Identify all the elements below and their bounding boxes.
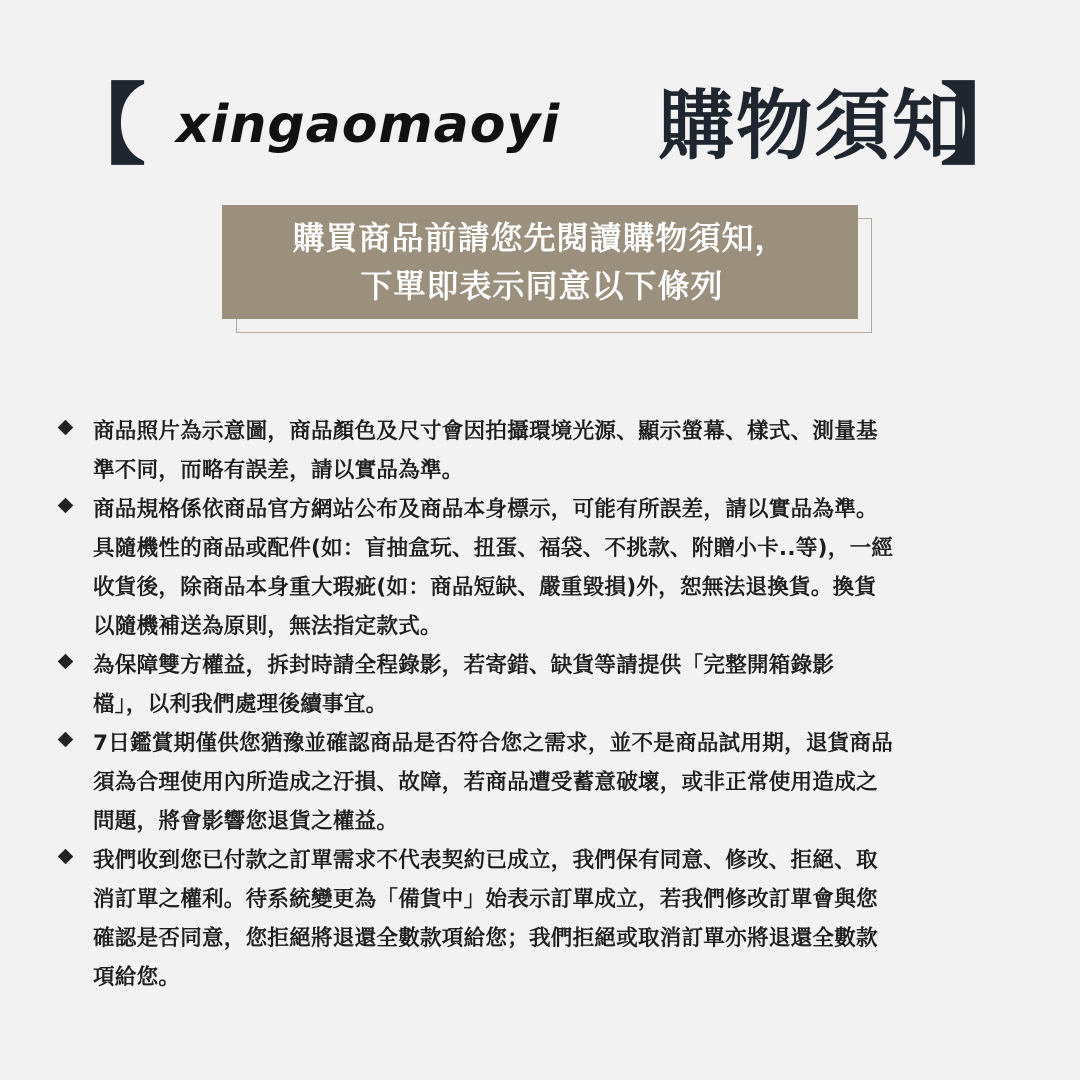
- term-line: 商品照片為示意圖，商品顏色及尺寸會因拍攝環境光源、顯示螢幕、樣式、測量基: [93, 419, 878, 444]
- term-line: 檔」，以利我們處理後續事宜。: [93, 692, 388, 717]
- diamond-bullet-icon: [58, 498, 74, 514]
- term-line: 7日鑑賞期僅供您猶豫並確認商品是否符合您之需求，並不是商品試用期，退貨商品: [93, 731, 894, 756]
- diamond-bullet-icon: [58, 849, 74, 865]
- diamond-bullet-icon: [58, 732, 74, 748]
- left-bracket: 【: [58, 74, 147, 177]
- list-item: [58, 841, 998, 997]
- notice-line-1: 購買商品前請您先閱讀購物須知，: [292, 219, 788, 257]
- terms-list: [58, 412, 998, 997]
- term-line: 項給您。: [93, 965, 181, 990]
- list-item: [58, 646, 998, 724]
- page-title: 購物須知: [658, 81, 970, 170]
- term-line: 問題，將會影響您退貨之權益。: [93, 809, 399, 834]
- diamond-bullet-icon: [58, 420, 74, 436]
- term-line: 收貨後，除商品本身重大瑕疵(如：商品短缺、嚴重毀損)外，恕無法退換貨。換貨: [93, 575, 877, 600]
- brand-name: xingaomaoyi: [176, 95, 561, 155]
- header: [58, 74, 1028, 177]
- term-line: 以隨機補送為原則，無法指定款式。: [93, 614, 442, 639]
- term-line: 須為合理使用內所造成之汙損、故障，若商品遭受蓄意破壞，或非正常使用造成之: [93, 770, 878, 795]
- term-line: 確認是否同意，您拒絕將退還全數款項給您；我們拒絕或取消訂單亦將退還全數款: [93, 926, 878, 951]
- term-line: 具隨機性的商品或配件(如：盲抽盒玩、扭蛋、福袋、不挑款、附贈小卡..等)，一經: [93, 536, 894, 561]
- term-line: 商品規格係依商品官方網站公布及商品本身標示，可能有所誤差，請以實品為準。: [93, 497, 878, 522]
- list-item: [58, 490, 998, 646]
- notice-line-2: 下單即表示同意以下條列: [360, 267, 724, 305]
- term-line: 為保障雙方權益，拆封時請全程錄影，若寄錯、缺貨等請提供「完整開箱錄影: [93, 653, 835, 678]
- list-item: [58, 412, 998, 490]
- notice-box: [222, 205, 858, 319]
- list-item: [58, 724, 998, 841]
- diamond-bullet-icon: [58, 654, 74, 670]
- term-line: 準不同，而略有誤差，請以實品為準。: [93, 458, 464, 483]
- term-line: 消訂單之權利。待系統變更為「備貨中」始表示訂單成立，若我們修改訂單會與您: [93, 887, 878, 912]
- right-bracket: 】: [939, 74, 1028, 177]
- term-line: 我們收到您已付款之訂單需求不代表契約已成立，我們保有同意、修改、拒絕、取: [93, 848, 878, 873]
